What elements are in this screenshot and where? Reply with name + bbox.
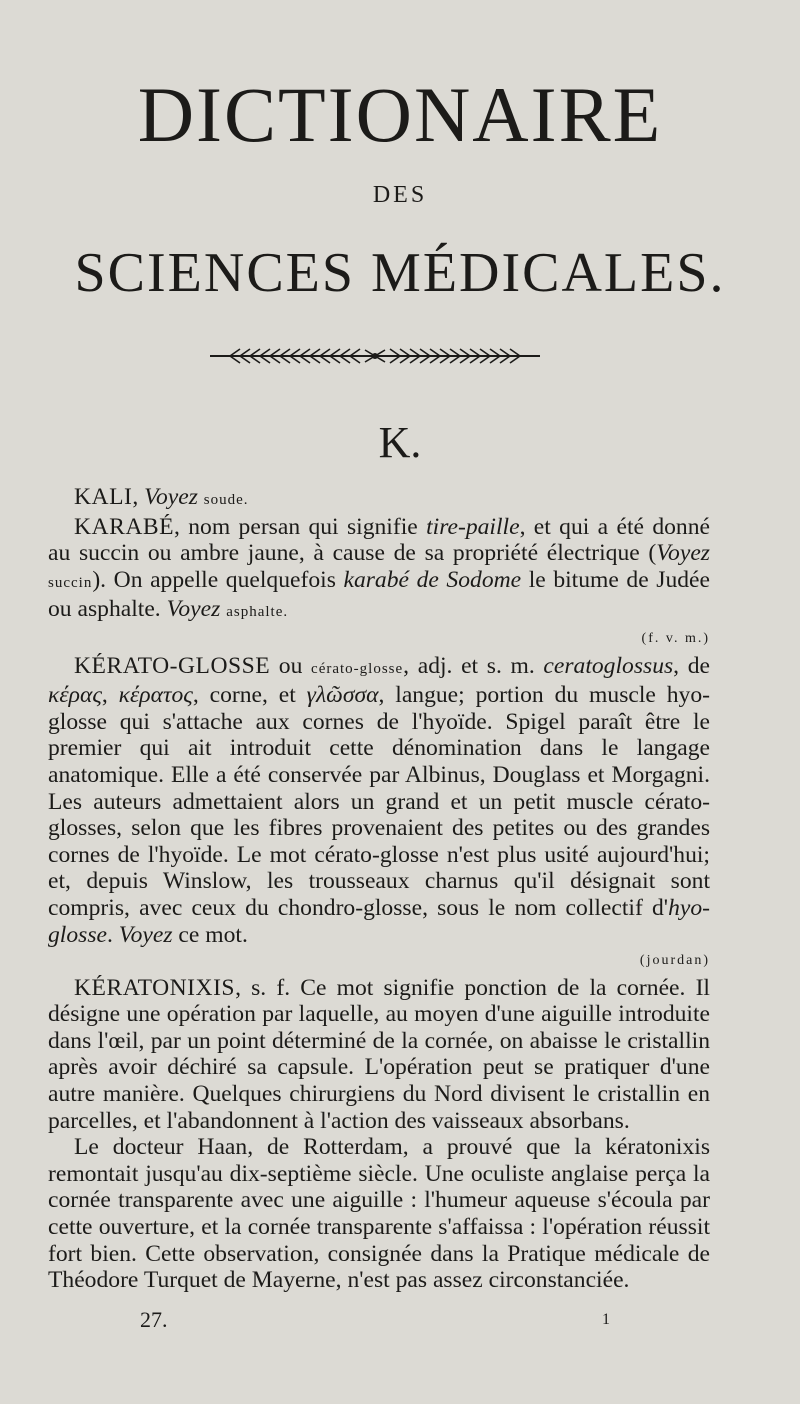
cross-ref-voyez: Voyez [118,921,173,948]
entry-karabe [48,514,710,626]
entry-text: le bitume de Judée ou asphalte. [48,566,711,623]
entry-small-caps: cérato-glosse [311,660,404,677]
entry-italic: ceratoglossus [543,652,674,679]
entry-text: , corne, et [192,682,307,709]
dictionary-body [48,484,710,1294]
headword: KALI [74,484,133,510]
title-sciences-medicales: SCIENCES MÉDICALES. [74,242,726,304]
entry-italic: hyo-glosse [48,894,710,948]
cross-ref-target: soude. [203,492,249,508]
greek-word: κέρας [48,682,102,709]
title-dictionaire: DICTIONAIRE [137,71,663,158]
headword: KÉRATONIXIS [74,974,236,1001]
entry-italic: tire-paille [426,513,520,540]
cross-ref-target: asphalte. [226,604,289,621]
cross-ref-voyez: Voyez [144,484,198,510]
entry-keratonixis-paragraph: Le docteur Haan, de Rotterdam, a prouvé que la kératonixis remontait jusqu'au dix-septième siècle. Une oculiste anglaise perça la cornée transparente avec une aiguille : l'humeur aqueuse s'écoula par cette ouverture, et la cornée transparente s'affaissa : l'opération réussit fort bien. Cette observation, consignée dans la Pratique médicale de Théodore Turquet de Mayerne, n'est pas assez circonstanciée. [48,1134,710,1294]
greek-word: κέρατος [118,682,193,709]
section-letter: K. [378,418,422,467]
cross-ref-voyez: Voyez [656,540,710,567]
title-des: DES [372,182,428,208]
entry-text: ). On appelle quelquefois [92,566,344,593]
entry-text: , adj. et s. m. [403,652,544,679]
entry-text: , nom persan qui signifie [174,513,427,540]
signature-mark: 1 [602,1311,610,1328]
author-signature: (f. v. m.) [641,630,710,646]
headword: KARABÉ [74,513,175,540]
entry-kerato-glosse [48,653,710,949]
cross-ref-target: succin [48,574,93,591]
entry-text: , s. f. Ce mot signifie ponction de la cornée. Il désigne une opération par laquelle, au moyen d'une aiguille introduite dans l'œil, par un point déterminé de la cornée, on abaisse le cristallin après avoir déchiré sa capsule. L'opération peut se pratiquer d'une autre manière. Quelques chirurgiens du Nord divisent le cristallin en parcelles, et l'abandonnent à l'action des vaisseaux absorbans. [48,974,710,1134]
entry-text: , [101,682,119,709]
entry-keratonixis [48,975,710,1135]
entry-text: ce mot. [172,921,248,948]
greek-word: γλῶσσα [306,682,379,709]
entry-text: , langue; portion du muscle hyo-glosse qui s'attache aux cornes de l'hyoïde. Spigel paraît être le premier qui ait introduit cette dénomination dans le langage anatomique. Elle a été conservée par Albinus, Douglass et Morgagni. Les auteurs admettaient alors un grand et un petit muscle cérato-glosses, selon que les fibres provenaient des petites ou des grandes cornes de l'hyoïde. Le mot cérato-glosse n'est plus usité aujourd'hui; et, depuis Winslow, les trousseaux charnus qu'il désignait sont compris, avec ceux du chondro-glosse, sous le nom collectif d' [48,682,710,921]
volume-number: 27. [140,1307,168,1332]
author-signature: (jourdan) [639,953,710,969]
ornament-divider-icon [210,345,540,367]
entry-italic: karabé de Sodome [343,566,522,593]
entry-kali: KALI, Voyez soude. [74,484,249,510]
entry-text: , de [673,652,710,679]
entry-text: , et qui a été donné au succin ou ambre jaune, à cause de sa propriété électrique ( [48,513,710,567]
entry-text: ou [270,652,312,679]
entry-text: . [106,921,119,948]
cross-ref-voyez: Voyez [166,596,221,623]
headword: KÉRATO-GLOSSE [74,652,271,679]
